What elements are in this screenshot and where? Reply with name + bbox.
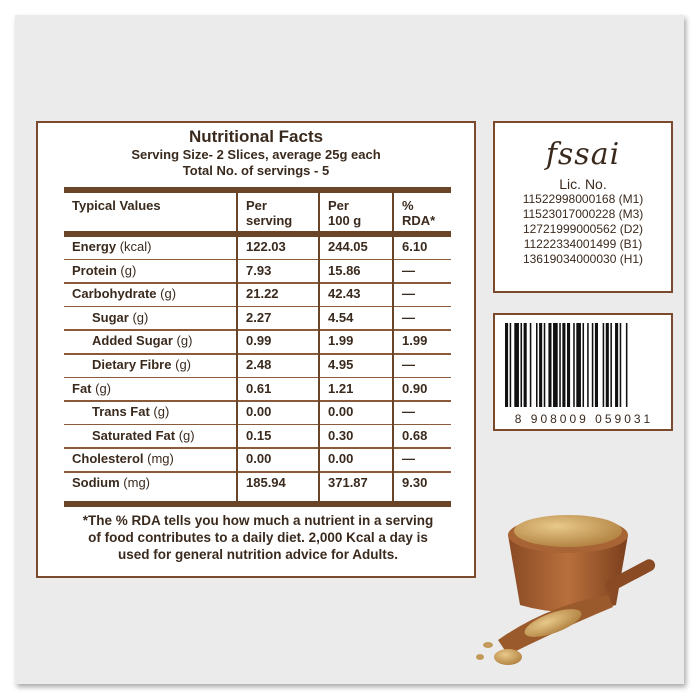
per-100g-value: 0.00	[328, 404, 354, 420]
rda-value: 0.68	[402, 427, 428, 443]
per-100g-value: 42.43	[328, 286, 361, 302]
per-serving-value: 21.22	[246, 286, 279, 302]
rda-value: —	[402, 451, 415, 467]
nutrient-label: Protein	[72, 262, 117, 278]
nutrient-name	[72, 310, 148, 325]
nutrient-label: Cholesterol	[72, 451, 144, 467]
nutrient-label: Added Sugar	[92, 333, 173, 349]
nutrient-label: Fat	[72, 380, 92, 396]
nutrient-name	[72, 451, 174, 466]
nutrient-label: Energy	[72, 239, 117, 254]
per-serving-value: 0.00	[246, 404, 272, 420]
license-list	[495, 192, 671, 267]
fssai-logo: fssai	[545, 137, 621, 172]
rda-value: 1.99	[402, 333, 428, 349]
col-divider-3	[392, 187, 394, 507]
nutrient-name	[72, 333, 192, 348]
header-per-100g: Per 100 g	[328, 198, 362, 228]
nutrient-unit: (g)	[153, 404, 170, 420]
per-100g-value: 0.30	[328, 427, 354, 443]
per-100g-value: 371.87	[328, 475, 368, 490]
nutrient-label: Carbohydrate	[72, 286, 157, 302]
rda-value: 6.10	[402, 239, 428, 254]
nutrient-unit: (g)	[175, 357, 191, 372]
rda-value: —	[402, 286, 415, 302]
nutrition-panel	[36, 121, 476, 578]
per-serving-value: 0.15	[246, 427, 272, 443]
per-100g-value: 0.00	[328, 451, 354, 467]
per-serving-value: 7.93	[246, 262, 272, 278]
nutrient-unit: (g)	[176, 333, 193, 349]
per-100g-value: 4.54	[328, 309, 354, 325]
per-100g-value: 4.95	[328, 357, 354, 372]
nutrient-name	[72, 357, 191, 372]
nutrient-unit: (g)	[120, 262, 137, 278]
license-item: 12721999000562 (D2)	[522, 222, 644, 236]
per-serving-value: 2.48	[246, 357, 272, 372]
license-item: 11522998000168 (M1)	[522, 192, 644, 206]
header-typical-values: Typical Values	[72, 198, 161, 213]
per-100g-value: 1.21	[328, 380, 354, 396]
fssai-panel	[493, 121, 673, 293]
per-serving-value: 0.00	[246, 451, 272, 467]
per-100g-value: 15.86	[328, 262, 361, 278]
nutrient-unit: (mg)	[147, 451, 174, 467]
license-item: 11222334001499 (B1)	[523, 237, 643, 251]
barcode-panel	[493, 313, 673, 431]
nutrient-label: Sugar	[92, 309, 129, 325]
rda-value: —	[402, 404, 415, 420]
per-serving-value: 0.99	[246, 333, 272, 349]
nutrient-unit: (kcal)	[119, 239, 152, 254]
per-serving-value: 0.61	[246, 380, 272, 396]
per-serving-value: 185.94	[246, 475, 286, 490]
rda-value: —	[402, 262, 415, 278]
nutrient-unit: (g)	[178, 427, 195, 443]
nutrient-name	[72, 263, 136, 278]
wheat-bowl-image	[468, 495, 668, 675]
license-item: 13619034000030 (H1)	[522, 252, 644, 266]
nutrient-label: Saturated Fat	[92, 427, 176, 443]
col-divider-2	[318, 187, 320, 507]
nutrient-label: Dietary Fibre	[92, 357, 172, 372]
license-title: Lic. No.	[559, 176, 607, 192]
rda-value: 9.30	[402, 475, 428, 490]
nutrient-name	[72, 475, 150, 490]
barcode-number: 8 908009 059031	[514, 412, 654, 426]
header-rda: % RDA*	[402, 198, 436, 228]
per-serving-value: 122.03	[246, 239, 286, 254]
nutrient-label: Sodium	[72, 475, 120, 490]
rda-footnote: *The % RDA tells you how much a nutrient in a serving of food contributes to a daily diet. 2,000 Kcal a day is used for general nutrition advice for Adults.	[82, 513, 434, 562]
rda-value: —	[402, 357, 415, 372]
nutrient-name	[72, 404, 169, 419]
header-per-serving: Per serving	[246, 198, 293, 228]
per-100g-value: 244.05	[328, 239, 368, 254]
nutrient-unit: (g)	[95, 380, 112, 396]
serving-size: Serving Size- 2 Slices, average 25g each	[131, 147, 381, 162]
per-100g-value: 1.99	[328, 333, 354, 349]
nutrient-unit: (mg)	[123, 475, 151, 490]
col-divider-1	[236, 187, 238, 507]
per-serving-value: 2.27	[246, 309, 272, 325]
nutrient-name	[72, 286, 176, 301]
nutrition-title: Nutritional Facts	[188, 127, 324, 146]
rda-value: 0.90	[402, 380, 428, 396]
nutrient-unit: (g)	[160, 286, 177, 302]
total-servings: Total No. of servings - 5	[182, 163, 330, 178]
rda-value: —	[402, 309, 415, 325]
nutrient-name	[72, 428, 195, 443]
nutrient-name	[72, 381, 111, 396]
table-bottom-rule	[64, 501, 451, 507]
barcode-icon	[495, 319, 671, 414]
license-item: 11523017000228 (M3)	[522, 207, 644, 221]
nutrient-label: Trans Fat	[92, 404, 150, 420]
nutrient-name	[72, 239, 151, 254]
nutrient-unit: (g)	[132, 309, 149, 325]
